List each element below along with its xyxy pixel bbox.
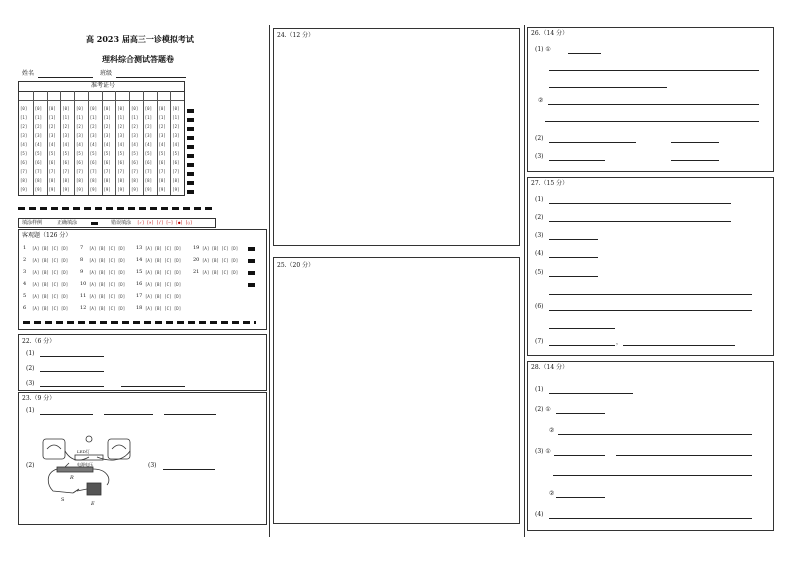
choice-options[interactable]: [A] [B] [C] [D] bbox=[145, 294, 182, 299]
q23-item-1: (1) bbox=[26, 407, 35, 414]
exam-id-bubble[interactable]: [7] bbox=[34, 169, 42, 174]
exam-id-bubble[interactable]: [5] bbox=[144, 151, 152, 156]
choice-number: 16 bbox=[136, 281, 143, 287]
q27-answer-1[interactable] bbox=[549, 203, 731, 204]
exam-id-bubble[interactable]: [2] bbox=[131, 124, 139, 129]
exam-id-bubble[interactable]: [4] bbox=[34, 142, 42, 147]
exam-id-bubble[interactable]: [8] bbox=[131, 178, 139, 183]
exam-id-bubble[interactable]: [3] bbox=[89, 133, 97, 138]
exam-id-bubble[interactable]: [1] bbox=[20, 115, 28, 120]
choice-number: 1 bbox=[23, 245, 27, 251]
exam-id-bubble[interactable]: [8] bbox=[76, 178, 84, 183]
exam-id-bubble[interactable]: [3] bbox=[117, 133, 125, 138]
q28-answer-2b[interactable] bbox=[558, 434, 752, 435]
r-label: R bbox=[70, 475, 74, 481]
exam-id-bubble[interactable]: [6] bbox=[117, 160, 125, 165]
exam-id-bubble[interactable]: [9] bbox=[103, 187, 111, 192]
exam-id-bubble[interactable]: [7] bbox=[48, 169, 56, 174]
q23-box bbox=[18, 392, 267, 525]
timing-mark bbox=[248, 247, 255, 251]
exam-id-bubble[interactable]: [8] bbox=[48, 178, 56, 183]
exam-id-bubble[interactable]: [4] bbox=[131, 142, 139, 147]
q22-answer-3a[interactable] bbox=[40, 386, 104, 387]
exam-id-bubble[interactable]: [2] bbox=[158, 124, 166, 129]
choice-options[interactable]: [A] [B] [C] [D] bbox=[202, 246, 239, 251]
exam-id-bubble[interactable]: [8] bbox=[34, 178, 42, 183]
q26-answer-1a[interactable] bbox=[568, 53, 601, 54]
exam-id-bubble[interactable]: [9] bbox=[20, 187, 28, 192]
exam-id-bubble[interactable]: [7] bbox=[76, 169, 84, 174]
exam-id-bubble[interactable]: [5] bbox=[131, 151, 139, 156]
exam-id-bubble[interactable]: [3] bbox=[48, 133, 56, 138]
q27-answer-6b[interactable] bbox=[549, 328, 615, 329]
q26-answer-1e[interactable] bbox=[545, 121, 759, 122]
q25-title: 25.（20 分） bbox=[277, 262, 315, 269]
exam-id-bubble[interactable]: [9] bbox=[172, 187, 180, 192]
exam-id-bubble[interactable]: [0] bbox=[103, 106, 111, 111]
exam-id-bubble[interactable]: [1] bbox=[103, 115, 111, 120]
q27-item-1: (1) bbox=[535, 196, 544, 203]
q28-item-3-2: ② bbox=[549, 490, 555, 497]
q27-answer-7a[interactable] bbox=[549, 345, 615, 346]
exam-id-bubble[interactable]: [2] bbox=[62, 124, 70, 129]
choice-options[interactable]: [A] [B] [C] [D] bbox=[32, 282, 69, 287]
exam-id-bubble[interactable]: [2] bbox=[117, 124, 125, 129]
q23-title: 23.（9 分） bbox=[22, 395, 56, 402]
q27-answer-3[interactable] bbox=[549, 239, 598, 240]
led-bulb-icon bbox=[86, 436, 92, 442]
choice-number: 2 bbox=[23, 257, 27, 263]
meter-right-icon bbox=[108, 439, 130, 459]
q28-answer-3d[interactable] bbox=[556, 497, 605, 498]
timing-mark-bar bbox=[18, 207, 216, 210]
exam-id-bubble[interactable]: [3] bbox=[172, 133, 180, 138]
choice-options[interactable]: [A] [B] [C] [D] bbox=[32, 306, 69, 311]
q28-item-2: (2) ① bbox=[535, 406, 551, 413]
q22-answer-2[interactable] bbox=[40, 371, 104, 372]
column-divider-1 bbox=[269, 25, 270, 537]
exam-id-bubble[interactable]: [7] bbox=[172, 169, 180, 174]
exam-id-bubble[interactable]: [1] bbox=[158, 115, 166, 120]
exam-id-bubble[interactable]: [5] bbox=[76, 151, 84, 156]
exam-id-bubble[interactable]: [8] bbox=[103, 178, 111, 183]
exam-id-bubble[interactable]: [2] bbox=[34, 124, 42, 129]
exam-id-bubble[interactable]: [3] bbox=[144, 133, 152, 138]
exam-id-column[interactable] bbox=[157, 91, 171, 195]
choice-options[interactable]: [A] [B] [C] [D] bbox=[145, 282, 182, 287]
choice-number: 7 bbox=[80, 245, 84, 251]
exam-id-bubble[interactable]: [7] bbox=[20, 169, 28, 174]
timing-mark bbox=[187, 145, 194, 149]
exam-id-bubble[interactable]: [2] bbox=[144, 124, 152, 129]
timing-mark bbox=[187, 190, 194, 194]
exam-id-bubble[interactable]: [8] bbox=[144, 178, 152, 183]
exam-id-bubble[interactable]: [1] bbox=[144, 115, 152, 120]
q27-answer-5a[interactable] bbox=[549, 276, 598, 277]
page-title: 高 2023 届高三一诊模拟考试 bbox=[86, 34, 194, 44]
exam-id-bubble[interactable]: [9] bbox=[131, 187, 139, 192]
q28-item-3: (3) ① bbox=[535, 448, 551, 455]
choice-options[interactable]: [A] [B] [C] [D] bbox=[145, 306, 182, 311]
exam-id-bubble[interactable]: [7] bbox=[144, 169, 152, 174]
exam-id-label: 准考证号 bbox=[91, 82, 116, 89]
exam-id-bubble[interactable]: [9] bbox=[48, 187, 56, 192]
choice-options[interactable]: [A] [B] [C] [D] bbox=[145, 258, 182, 263]
choice-options[interactable]: [A] [B] [C] [D] bbox=[32, 294, 69, 299]
timing-mark bbox=[248, 283, 255, 287]
exam-id-bubble[interactable]: [1] bbox=[48, 115, 56, 120]
q26-item-1: (1) ① bbox=[535, 46, 551, 53]
exam-id-bubble[interactable]: [3] bbox=[158, 133, 166, 138]
exam-id-bubble[interactable]: [4] bbox=[48, 142, 56, 147]
exam-id-column[interactable] bbox=[170, 91, 184, 195]
choice-title: 客观题（126 分） bbox=[22, 232, 72, 239]
exam-id-bubble[interactable]: [5] bbox=[48, 151, 56, 156]
exam-id-bubble[interactable]: [6] bbox=[158, 160, 166, 165]
q27-answer-2[interactable] bbox=[549, 221, 731, 222]
choice-number: 14 bbox=[136, 257, 143, 263]
exam-id-bubble[interactable]: [4] bbox=[117, 142, 125, 147]
fill-example bbox=[18, 218, 216, 228]
q26-box bbox=[527, 27, 774, 172]
exam-id-bubble[interactable]: [0] bbox=[76, 106, 84, 111]
exam-id-bubble[interactable]: [3] bbox=[103, 133, 111, 138]
exam-id-bubble[interactable]: [0] bbox=[131, 106, 139, 111]
exam-id-bubble[interactable]: [8] bbox=[117, 178, 125, 183]
q25-box[interactable] bbox=[273, 257, 520, 524]
timing-mark bbox=[187, 181, 194, 185]
choice-number: 17 bbox=[136, 293, 143, 299]
choice-number: 15 bbox=[136, 269, 143, 275]
exam-id-bubble[interactable]: [1] bbox=[76, 115, 84, 120]
exam-id-bubble[interactable]: [5] bbox=[34, 151, 42, 156]
choice-options[interactable]: [A] [B] [C] [D] bbox=[89, 282, 126, 287]
exam-id-bubble[interactable]: [4] bbox=[172, 142, 180, 147]
exam-id-bubble[interactable]: [3] bbox=[62, 133, 70, 138]
exam-id-bubble[interactable]: [6] bbox=[172, 160, 180, 165]
timing-mark bbox=[187, 154, 194, 158]
q26-answer-1c[interactable] bbox=[549, 87, 667, 88]
choice-number: 3 bbox=[23, 269, 27, 275]
exam-id-bubble[interactable]: [3] bbox=[20, 133, 28, 138]
q27-item-4: (4) bbox=[535, 250, 544, 257]
timing-mark bbox=[248, 259, 255, 263]
choice-number: 21 bbox=[193, 269, 200, 275]
choice-number: 8 bbox=[80, 257, 84, 263]
q26-item-1-2: ② bbox=[538, 97, 544, 104]
choice-number: 6 bbox=[23, 305, 27, 311]
exam-id-bubble[interactable]: [4] bbox=[144, 142, 152, 147]
choice-number: 12 bbox=[80, 305, 87, 311]
s-label: S bbox=[61, 497, 65, 503]
exam-id-column[interactable] bbox=[74, 91, 88, 195]
exam-id-bubble[interactable]: [7] bbox=[103, 169, 111, 174]
q28-title: 28.（14 分） bbox=[531, 364, 569, 371]
exam-id-bubble[interactable]: [5] bbox=[62, 151, 70, 156]
choice-number: 18 bbox=[136, 305, 143, 311]
exam-id-bubble[interactable]: [7] bbox=[131, 169, 139, 174]
choice-options[interactable]: [A] [B] [C] [D] bbox=[89, 270, 126, 275]
choice-options[interactable]: [A] [B] [C] [D] bbox=[32, 258, 69, 263]
rheostat-icon bbox=[57, 467, 93, 472]
source-label: 电源电压 bbox=[77, 462, 93, 467]
choice-number: 13 bbox=[136, 245, 143, 251]
choice-options[interactable]: [A] [B] [C] [D] bbox=[89, 246, 126, 251]
choice-options[interactable]: [A] [B] [C] [D] bbox=[32, 270, 69, 275]
battery-icon bbox=[87, 483, 101, 495]
meter-left-dial bbox=[47, 445, 61, 449]
timing-mark-bar bbox=[23, 321, 256, 324]
choice-options[interactable]: [A] [B] [C] [D] bbox=[145, 246, 182, 251]
choice-options[interactable]: [A] [B] [C] [D] bbox=[202, 258, 239, 263]
e-label: E bbox=[91, 501, 95, 507]
exam-id-bubble[interactable]: [6] bbox=[131, 160, 139, 165]
q28-answer-4[interactable] bbox=[549, 518, 752, 519]
q28-answer-3b[interactable] bbox=[616, 455, 752, 456]
q27-item-6: (6) bbox=[535, 303, 544, 310]
exam-id-bubble[interactable]: [3] bbox=[131, 133, 139, 138]
choice-options[interactable]: [A] [B] [C] [D] bbox=[89, 258, 126, 263]
q23-item-2: (2) bbox=[26, 462, 35, 469]
timing-mark bbox=[187, 127, 194, 131]
q28-item-4: (4) bbox=[535, 511, 544, 518]
q27-comma: ， bbox=[616, 339, 623, 346]
exam-id-bubble[interactable]: [5] bbox=[89, 151, 97, 156]
class-field[interactable] bbox=[116, 77, 186, 78]
q27-title: 27.（15 分） bbox=[531, 180, 569, 187]
q28-answer-3a[interactable] bbox=[554, 455, 605, 456]
q28-box bbox=[527, 361, 774, 531]
q23-answer-1a[interactable] bbox=[40, 414, 93, 415]
exam-id-bubble[interactable]: [9] bbox=[144, 187, 152, 192]
correct-fill-label: 正确填涂 bbox=[57, 220, 78, 226]
q26-answer-2a[interactable] bbox=[549, 142, 636, 143]
q27-item-3: (3) bbox=[535, 232, 544, 239]
timing-mark bbox=[248, 271, 255, 275]
q22-answer-1[interactable] bbox=[40, 356, 104, 357]
exam-id-bubble[interactable]: [6] bbox=[103, 160, 111, 165]
class-label: 班级 bbox=[100, 70, 113, 77]
q23-answer-3[interactable] bbox=[163, 469, 215, 470]
exam-id-bubble[interactable]: [6] bbox=[48, 160, 56, 165]
exam-id-bubble[interactable]: [6] bbox=[76, 160, 84, 165]
exam-id-bubble[interactable]: [1] bbox=[117, 115, 125, 120]
exam-id-bubble[interactable]: [5] bbox=[117, 151, 125, 156]
q26-title: 26.（14 分） bbox=[531, 30, 569, 37]
q27-item-7: (7) bbox=[535, 338, 544, 345]
q27-item-5: (5) bbox=[535, 269, 544, 276]
q22-item-2: (2) bbox=[26, 365, 35, 372]
exam-id-bubble[interactable]: [1] bbox=[131, 115, 139, 120]
exam-id-bubble[interactable]: [9] bbox=[76, 187, 84, 192]
q27-answer-6a[interactable] bbox=[549, 310, 752, 311]
name-label: 姓名 bbox=[22, 70, 35, 77]
q27-box bbox=[527, 177, 774, 356]
exam-id-bubble[interactable]: [1] bbox=[89, 115, 97, 120]
exam-id-bubble[interactable]: [0] bbox=[62, 106, 70, 111]
exam-id-bubble[interactable]: [0] bbox=[117, 106, 125, 111]
choice-number: 9 bbox=[80, 269, 84, 275]
timing-mark bbox=[187, 118, 194, 122]
exam-id-bubble[interactable]: [9] bbox=[117, 187, 125, 192]
exam-id-bubble[interactable]: [8] bbox=[158, 178, 166, 183]
q26-answer-1b[interactable] bbox=[549, 70, 759, 71]
choice-number: 10 bbox=[80, 281, 87, 287]
timing-mark bbox=[187, 136, 194, 140]
exam-id-bubble[interactable]: [4] bbox=[89, 142, 97, 147]
exam-id-bubble[interactable]: [5] bbox=[158, 151, 166, 156]
exam-id-column[interactable] bbox=[33, 91, 47, 195]
exam-id-bubble[interactable]: [2] bbox=[76, 124, 84, 129]
exam-id-bubble[interactable]: [8] bbox=[62, 178, 70, 183]
circuit-diagram bbox=[37, 433, 152, 513]
exam-id-bubble[interactable]: [9] bbox=[62, 187, 70, 192]
exam-id-bubble[interactable]: [5] bbox=[103, 151, 111, 156]
exam-id-grid[interactable] bbox=[18, 81, 185, 196]
q22-answer-3b[interactable] bbox=[121, 386, 185, 387]
exam-id-column[interactable] bbox=[60, 91, 74, 195]
meter-left-icon bbox=[43, 439, 65, 459]
column-divider-2 bbox=[524, 25, 525, 537]
timing-mark bbox=[187, 163, 194, 167]
q27-answer-5b[interactable] bbox=[549, 294, 752, 295]
q26-answer-1d[interactable] bbox=[548, 104, 759, 105]
exam-id-bubble[interactable]: [5] bbox=[20, 151, 28, 156]
exam-id-bubble[interactable]: [8] bbox=[89, 178, 97, 183]
name-field[interactable] bbox=[38, 77, 93, 78]
exam-id-bubble[interactable]: [2] bbox=[20, 124, 28, 129]
choice-section bbox=[18, 229, 267, 330]
timing-mark bbox=[187, 172, 194, 176]
choice-number: 11 bbox=[80, 293, 87, 299]
q28-answer-1[interactable] bbox=[549, 393, 633, 394]
exam-id-bubble[interactable]: [6] bbox=[34, 160, 42, 165]
choice-options[interactable]: [A] [B] [C] [D] bbox=[89, 306, 126, 311]
exam-id-bubble[interactable]: [3] bbox=[34, 133, 42, 138]
q28-item-1: (1) bbox=[535, 386, 544, 393]
choice-options[interactable]: [A] [B] [C] [D] bbox=[32, 246, 69, 251]
exam-id-bubble[interactable]: [5] bbox=[172, 151, 180, 156]
exam-id-column[interactable] bbox=[129, 91, 143, 195]
q27-answer-4[interactable] bbox=[549, 257, 598, 258]
exam-id-bubble[interactable]: [1] bbox=[62, 115, 70, 120]
q23-item-3: (3) bbox=[148, 462, 157, 469]
exam-id-column[interactable] bbox=[115, 91, 129, 195]
exam-id-bubble[interactable]: [6] bbox=[144, 160, 152, 165]
choice-options[interactable]: [A] [B] [C] [D] bbox=[202, 270, 239, 275]
exam-id-column[interactable] bbox=[19, 91, 33, 195]
fill-example-label: 填涂样例 bbox=[22, 220, 43, 226]
timing-mark bbox=[187, 109, 194, 113]
choice-options[interactable]: [A] [B] [C] [D] bbox=[145, 270, 182, 275]
q28-answer-3c[interactable] bbox=[553, 475, 752, 476]
q22-box bbox=[18, 334, 267, 391]
q27-item-2: (2) bbox=[535, 214, 544, 221]
exam-id-bubble[interactable]: [2] bbox=[103, 124, 111, 129]
exam-id-bubble[interactable]: [6] bbox=[20, 160, 28, 165]
exam-id-bubble[interactable]: [7] bbox=[117, 169, 125, 174]
q26-item-3: (3) bbox=[535, 153, 544, 160]
exam-id-bubble[interactable]: [0] bbox=[20, 106, 28, 111]
exam-id-bubble[interactable]: [4] bbox=[103, 142, 111, 147]
choice-number: 19 bbox=[193, 245, 200, 251]
q26-answer-3b[interactable] bbox=[671, 160, 719, 161]
exam-id-bubble[interactable]: [0] bbox=[48, 106, 56, 111]
exam-id-bubble[interactable]: [0] bbox=[34, 106, 42, 111]
exam-id-bubble[interactable]: [7] bbox=[89, 169, 97, 174]
exam-id-bubble[interactable]: [9] bbox=[158, 187, 166, 192]
exam-id-bubble[interactable]: [3] bbox=[76, 133, 84, 138]
exam-id-bubble[interactable]: [2] bbox=[48, 124, 56, 129]
choice-options[interactable]: [A] [B] [C] [D] bbox=[89, 294, 126, 299]
exam-id-bubble[interactable]: [4] bbox=[62, 142, 70, 147]
exam-id-bubble[interactable]: [4] bbox=[20, 142, 28, 147]
exam-id-bubble[interactable]: [0] bbox=[172, 106, 180, 111]
q22-item-1: (1) bbox=[26, 350, 35, 357]
exam-id-bubble[interactable]: [0] bbox=[158, 106, 166, 111]
exam-id-bubble[interactable]: [2] bbox=[172, 124, 180, 129]
exam-id-bubble[interactable]: [2] bbox=[89, 124, 97, 129]
exam-id-bubble[interactable]: [8] bbox=[172, 178, 180, 183]
wrong-fill-label: 错误填涂 bbox=[111, 220, 132, 226]
exam-id-bubble[interactable]: [7] bbox=[158, 169, 166, 174]
page-subtitle: 理科综合测试答题卷 bbox=[102, 54, 174, 64]
exam-id-column[interactable] bbox=[102, 91, 116, 195]
choice-number: 4 bbox=[23, 281, 27, 287]
exam-id-column[interactable] bbox=[88, 91, 102, 195]
q23-answer-1c[interactable] bbox=[164, 414, 216, 415]
choice-number: 5 bbox=[23, 293, 27, 299]
exam-id-bubble[interactable]: [0] bbox=[144, 106, 152, 111]
q26-answer-2b[interactable] bbox=[671, 142, 719, 143]
q24-box[interactable] bbox=[273, 28, 520, 246]
q22-item-3: (3) bbox=[26, 380, 35, 387]
exam-id-bubble[interactable]: [4] bbox=[158, 142, 166, 147]
q28-item-2-2: ② bbox=[549, 427, 555, 434]
q26-item-2: (2) bbox=[535, 135, 544, 142]
exam-id-bubble[interactable]: [9] bbox=[89, 187, 97, 192]
q26-answer-3a[interactable] bbox=[549, 160, 605, 161]
choice-number: 20 bbox=[193, 257, 200, 263]
meter-right-dial bbox=[112, 445, 126, 449]
q28-answer-2a[interactable] bbox=[556, 413, 605, 414]
exam-id-bubble[interactable]: [6] bbox=[89, 160, 97, 165]
correct-fill-sample bbox=[91, 222, 98, 225]
q23-answer-1b[interactable] bbox=[104, 414, 153, 415]
exam-id-bubble[interactable]: [0] bbox=[89, 106, 97, 111]
exam-id-bubble[interactable]: [9] bbox=[34, 187, 42, 192]
q22-title: 22.（6 分） bbox=[22, 338, 56, 345]
exam-id-column[interactable] bbox=[47, 91, 61, 195]
q24-title: 24.（12 分） bbox=[277, 32, 315, 39]
exam-id-bubble[interactable]: [1] bbox=[34, 115, 42, 120]
wrong-fill-samples: [✓] [×] [/] [—] [●] [○] bbox=[137, 220, 193, 225]
q27-answer-7b[interactable] bbox=[623, 345, 735, 346]
exam-id-bubble[interactable]: [4] bbox=[76, 142, 84, 147]
exam-id-bubble[interactable]: [8] bbox=[20, 178, 28, 183]
exam-id-bubble[interactable]: [7] bbox=[62, 169, 70, 174]
exam-id-column[interactable] bbox=[143, 91, 157, 195]
led-label: LED灯 bbox=[77, 449, 90, 454]
exam-id-bubble[interactable]: [6] bbox=[62, 160, 70, 165]
exam-id-bubble[interactable]: [1] bbox=[172, 115, 180, 120]
